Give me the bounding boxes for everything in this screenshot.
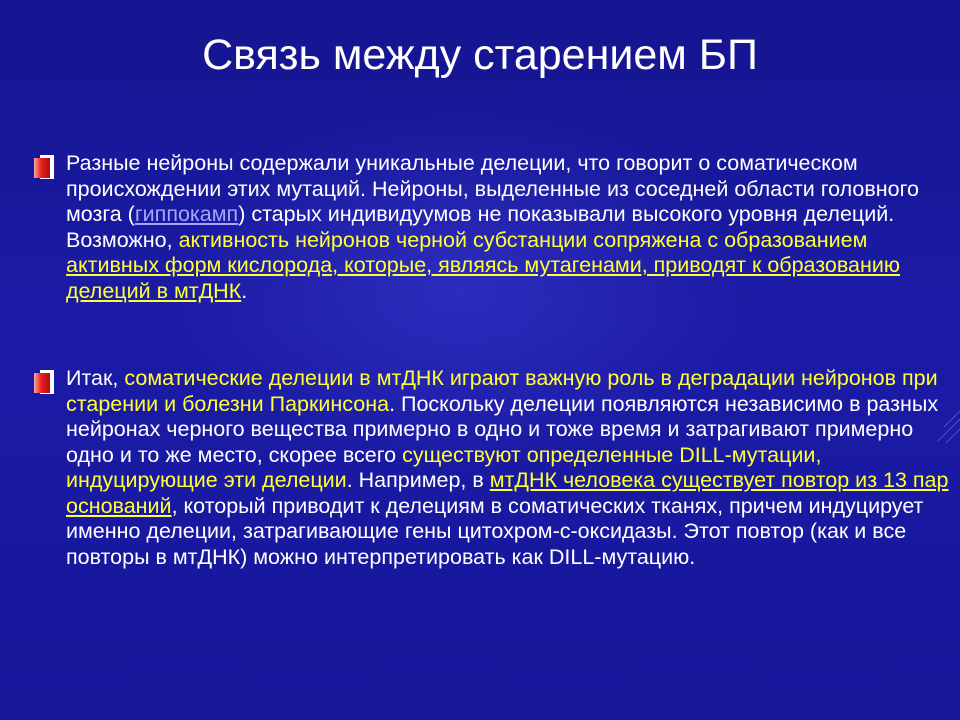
highlight-segment: существуют определенные DILL-мутации, индуцирующие эти делеции [66,442,822,492]
text-segment: ) старых индивидуумов не показывали высокого уровня делеций. Возможно, [66,202,895,252]
link-mtdna-repeat[interactable]: мтДНК человека существует повтор из 13 пар оснований [66,468,949,518]
decorative-lines [930,405,960,465]
red-square-bullet-icon [32,155,62,181]
link-reactive-oxygen[interactable]: активных форм кислорода, которые, являясь мутагенами, приводят к образованию делеций в мтДНК [66,253,900,303]
bullet-text-2 [66,366,952,570]
slide-title: Связь между старением БП [202,31,758,79]
text-segment: . Поскольку делеции появляются независимо в разных нейронах черного вещества примерно в одно и тоже время и затрагивают примерно одно и то же место, скорее всего [66,391,939,467]
text-segment: . Например, в [346,468,490,492]
link-hippocampus[interactable]: гиппокамп [134,202,239,226]
red-square-bullet-icon [32,370,62,396]
text-segment: , который приводит к делециям в соматических тканях, причем индуцирует именно делеции, затрагивающие гены цитохром-с-оксидазы. Этот повтор (как и все повторы в мтДНК) можно интерпретировать как DILL-мутацию. [66,493,924,569]
text-segment: . [241,278,248,303]
highlight-segment: соматические делеции в мтДНК играют важную роль в деградации нейронов при старении и болезни Паркинсона [66,366,938,416]
bullet-item-1 [32,151,952,331]
text-segment: Разные нейроны содержали уникальные делеции, что говорит о соматическом происхождении этих мутаций. Нейроны, выделенные из соседней области головного мозга ( [66,151,919,226]
highlight-segment: активность нейронов черной субстанции сопряжена с образованием [178,227,868,252]
bullet-item-2 [32,366,952,636]
text-segment: Итак, [66,366,125,390]
bullet-text-1 [66,151,952,304]
